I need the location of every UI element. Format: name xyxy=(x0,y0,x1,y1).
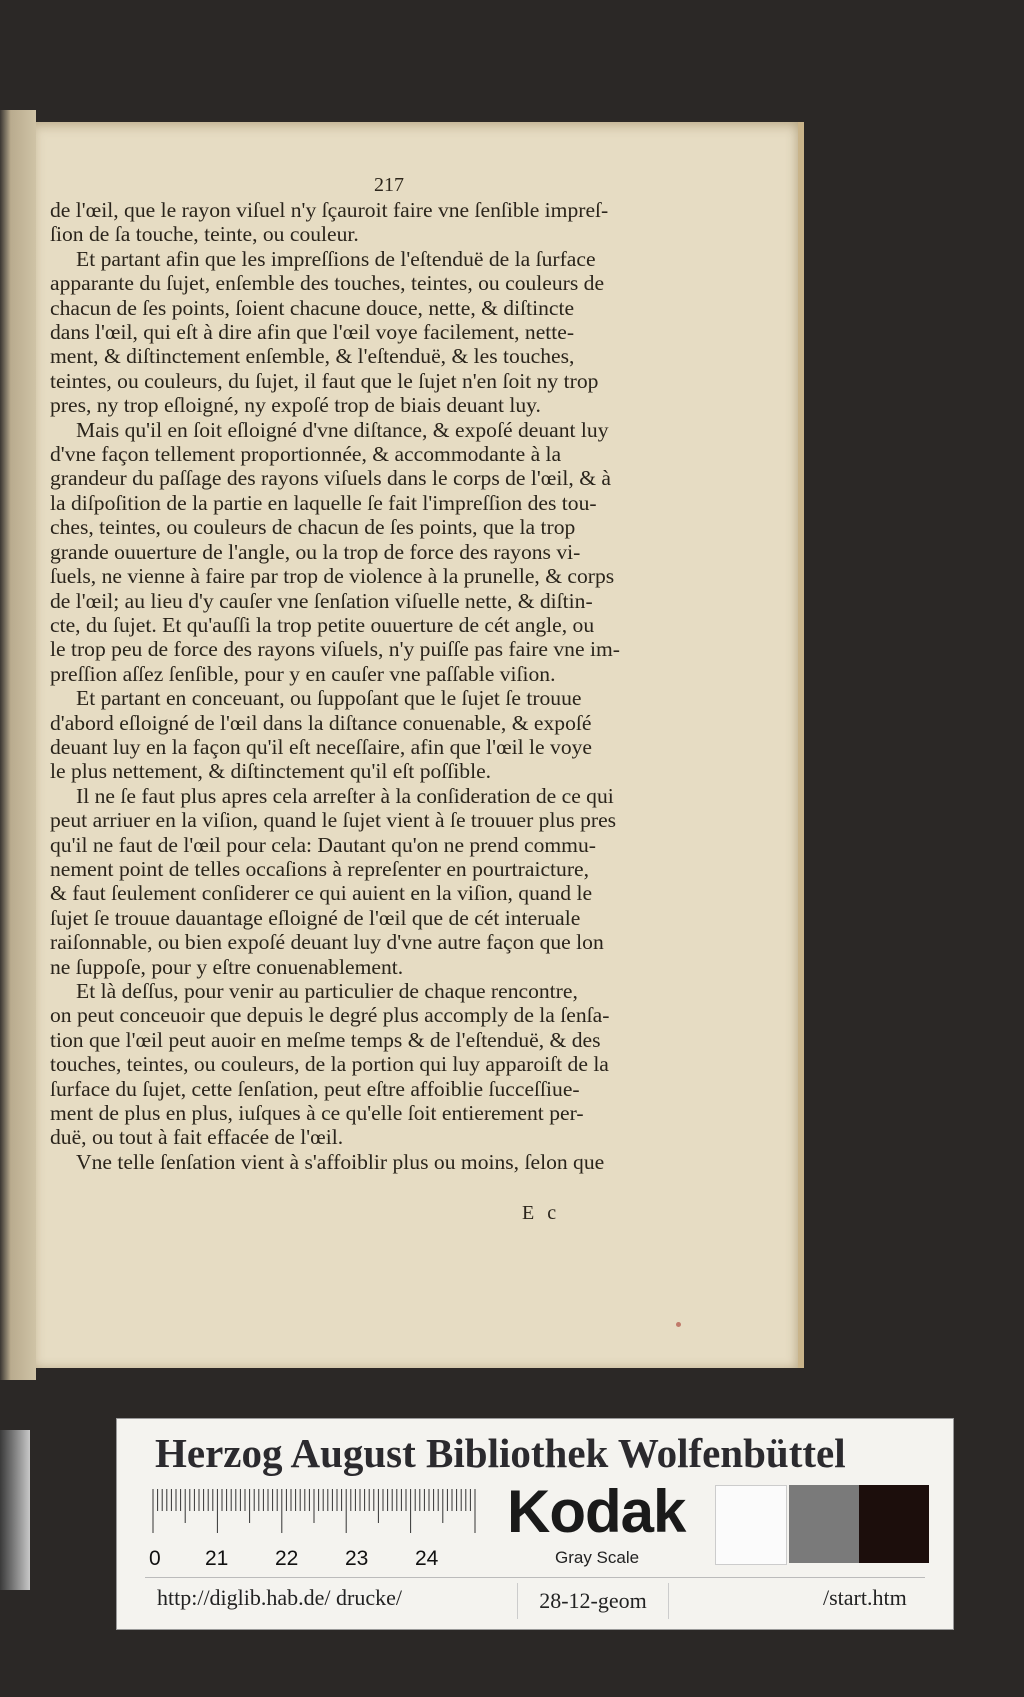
url-left: http://diglib.hab.de/ drucke/ xyxy=(157,1585,403,1610)
ruler-number: 22 xyxy=(275,1547,299,1570)
text-line: raiſonnable, ou bien expoſé deuant luy d'vne autre façon que lon xyxy=(50,930,604,955)
ruler-number: 21 xyxy=(205,1547,229,1570)
color-target-card xyxy=(116,1418,954,1630)
text-line: nement point de telles occaſions à repreſenter en pourtraicture, xyxy=(50,856,590,881)
ruler-number: 0 xyxy=(149,1547,161,1570)
text-line: dans l'œil, qui eſt à dire afin que l'œil voye facilement, nette- xyxy=(50,320,575,345)
binding-edge xyxy=(0,1430,30,1590)
url-right: /start.htm xyxy=(823,1585,907,1610)
text-line: cte, du ſujet. Et qu'auſſi la trop petite ouuerture de cét angle, ou xyxy=(50,612,595,637)
text-line: teintes, ou couleurs, du ſujet, il faut que le ſujet n'en ſoit ny trop xyxy=(50,368,599,393)
catchword: E c xyxy=(522,1202,561,1224)
page-right-edge xyxy=(798,122,804,1368)
text-line: touches, teintes, ou couleurs, de la portion qui luy apparoiſt de la xyxy=(50,1052,609,1077)
swatch-gray xyxy=(789,1485,859,1563)
book-page xyxy=(36,122,802,1368)
divider xyxy=(145,1577,925,1578)
text-line: deuant luy en la façon qu'il eſt neceſſaire, afin que l'œil le voye xyxy=(50,734,593,759)
paper-speck xyxy=(676,1322,681,1327)
text-line: Et là deſſus, pour venir au particulier de chaque rencontre, xyxy=(76,979,578,1003)
text-line: & faut ſeulement conſiderer ce qui auient en la viſion, quand le xyxy=(50,881,593,906)
text-line: qu'il ne faut de l'œil pour cela: Dautant qu'on ne prend commu- xyxy=(50,832,596,857)
text-line: Et partant en conceuant, ou ſuppoſant que le ſujet ſe trouue xyxy=(76,686,582,711)
ruler-numbers xyxy=(149,1547,489,1573)
text-line: ches, teintes, ou couleurs de chacun de ſes points, que la trop xyxy=(50,515,576,540)
page-number: 217 xyxy=(374,174,404,196)
text-line: d'vne façon tellement proportionnée, & accommodante à la xyxy=(50,442,562,467)
library-title: Herzog August Bibliothek Wolfenbüttel xyxy=(155,1430,846,1476)
text-line: grandeur du paſſage des rayons viſuels dans le corps de l'œil, & à xyxy=(50,466,611,491)
swatch-white xyxy=(715,1485,787,1565)
text-line: ne ſuppoſe, pour y eſtre conuenablement. xyxy=(50,954,404,979)
text-line: ſuels, ne vienne à faire par trop de violence à la prunelle, & corps xyxy=(50,564,615,589)
text-line: ſion de ſa touche, teinte, ou couleur. xyxy=(50,222,359,247)
text-line: Vne telle ſenſation vient à s'affoiblir plus ou moins, ſelon que xyxy=(76,1149,605,1174)
text-line: ment de plus en plus, iuſques à ce qu'elle ſoit entierement per- xyxy=(50,1101,584,1126)
text-line: de l'œil, que le rayon viſuel n'y ſçauroit faire vne ſenſible impreſ- xyxy=(50,198,609,222)
text-line: d'abord eſloigné de l'œil dans la diſtance conuenable, & expoſé xyxy=(50,710,592,735)
text-line: de l'œil; au lieu d'y cauſer vne ſenſation viſuelle nette, & diſtin- xyxy=(50,588,593,613)
text-line: duë, ou tout à fait effacée de l'œil. xyxy=(50,1125,344,1150)
text-line: chacun de ſes points, ſoient chacune douce, nette, & diſtincte xyxy=(50,295,575,320)
text-line: apparante du ſujet, enſemble des touches, teintes, ou couleurs de xyxy=(50,271,605,296)
kodak-logo: Kodak xyxy=(507,1478,686,1545)
swatch-black xyxy=(859,1485,929,1563)
ruler-number: 23 xyxy=(345,1547,369,1570)
text-line: le plus nettement, & diſtinctement qu'il eſt poſſible. xyxy=(50,759,492,784)
text-line: ment, & diſtinctement enſemble, & l'eſtenduë, & les touches, xyxy=(50,344,575,369)
url-id: 28-12-geom xyxy=(517,1583,669,1619)
page-text xyxy=(50,198,670,1174)
gray-scale-label: Gray Scale xyxy=(555,1548,640,1567)
text-line: le trop peu de force des rayons viſuels, n'y puiſſe pas faire vne im- xyxy=(50,637,620,662)
ruler-number: 24 xyxy=(415,1547,439,1570)
text-line: grande ouuerture de l'angle, ou la trop de force des rayons vi- xyxy=(50,539,581,564)
text-line: Et partant afin que les impreſſions de l'eſtenduë de la ſurface xyxy=(76,246,596,271)
facing-page-edge xyxy=(0,110,36,1380)
text-line: ſujet ſe trouue dauantage eſloigné de l'œil que de cét interuale xyxy=(50,905,581,930)
text-line: preſſion aſſez ſenſible, pour y en cauſer vne paſſable viſion. xyxy=(50,661,556,686)
text-line: la diſpoſition de la partie en laquelle ſe fait l'impreſſion des tou- xyxy=(50,490,597,515)
text-line: Mais qu'il en ſoit eſloigné d'vne diſtance, & expoſé deuant luy xyxy=(76,417,609,442)
text-line: Il ne ſe faut plus apres cela arreſter à la conſideration de ce qui xyxy=(76,783,614,808)
text-line: on peut conceuoir que depuis le degré plus accomply de la ſenſa- xyxy=(50,1003,610,1028)
text-line: tion que l'œil peut auoir en meſme temps & de l'eſtenduë, & des xyxy=(50,1027,601,1052)
text-line: ſurface du ſujet, cette ſenſation, peut eſtre affoiblie ſucceſſiue- xyxy=(50,1076,580,1101)
text-line: peut arriuer en la viſion, quand le ſujet vient à ſe trouuer plus pres xyxy=(50,808,617,833)
ruler xyxy=(149,1489,489,1533)
text-line: pres, ny trop eſloigné, ny expoſé trop de biais deuant luy. xyxy=(50,393,541,418)
